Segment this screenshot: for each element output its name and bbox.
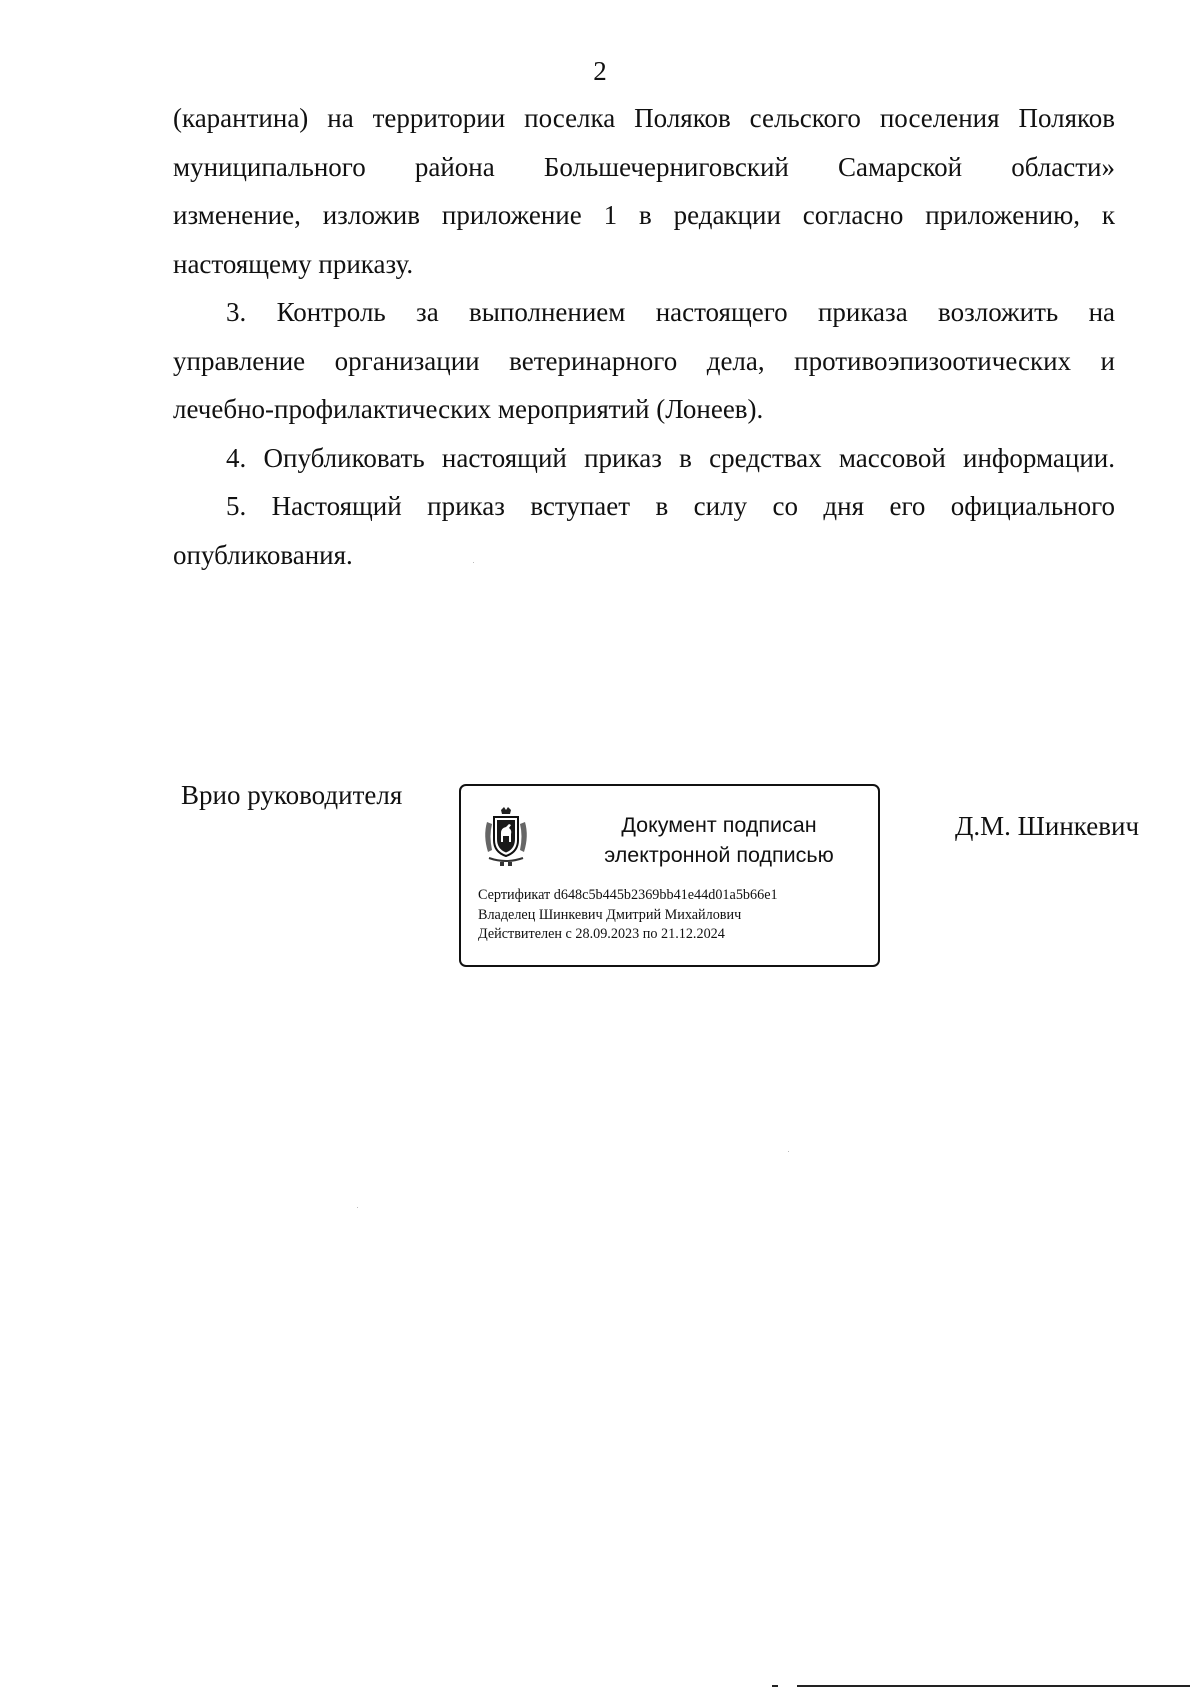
scan-speck	[357, 1207, 358, 1208]
stamp-heading-line: электронной подписью	[604, 843, 834, 867]
stamp-heading-line: Документ подписан	[621, 813, 817, 837]
electronic-signature-stamp	[459, 784, 880, 967]
footer-rule	[772, 1685, 778, 1687]
stamp-heading	[569, 810, 869, 870]
page-number: 2	[593, 56, 607, 86]
text-line: управление организации ветеринарного дела, противоэпизоотических и	[173, 345, 1115, 376]
certificate-validity: Действителен с 28.09.2023 по 21.12.2024	[478, 926, 725, 942]
text-line: (карантина) на территории поселка Поляков сельского поселения Поляков	[173, 103, 1115, 133]
stamp-details	[478, 886, 778, 945]
paragraph-item-5	[173, 482, 1115, 579]
paragraph-item-4	[173, 434, 1115, 483]
text-line: 4. Опубликовать настоящий приказ в средствах массовой информации.	[226, 442, 1115, 473]
samara-region-coat-of-arms-icon	[479, 806, 533, 870]
paragraph-continuation	[173, 94, 1115, 288]
text-line: 3. Контроль за выполнением настоящего приказа возложить на	[226, 297, 1115, 327]
text-line: 5. Настоящий приказ вступает в силу со дня его официального	[226, 491, 1115, 521]
scan-speck	[788, 1151, 789, 1152]
text-line: настоящему приказу.	[173, 248, 414, 279]
certificate-number: Сертификат d648c5b445b2369bb41e44d01a5b66e1	[478, 887, 778, 903]
certificate-owner: Владелец Шинкевич Дмитрий Михайлович	[478, 906, 742, 923]
footer-rule	[797, 1685, 1190, 1687]
document-body	[173, 94, 1115, 579]
scan-speck	[473, 562, 474, 563]
text-line: лечебно-профилактических мероприятий (Лонеев).	[173, 394, 764, 424]
text-line: муниципального района Большечерниговский Самарской области»	[173, 151, 1115, 182]
signer-name: Д.М. Шинкевич	[955, 811, 1140, 841]
text-line: опубликования.	[173, 539, 353, 570]
text-line: изменение, изложив приложение 1 в редакции согласно приложению, к	[173, 200, 1115, 230]
paragraph-item-3	[173, 288, 1115, 434]
signer-position-title: Врио руководителя	[181, 780, 403, 810]
